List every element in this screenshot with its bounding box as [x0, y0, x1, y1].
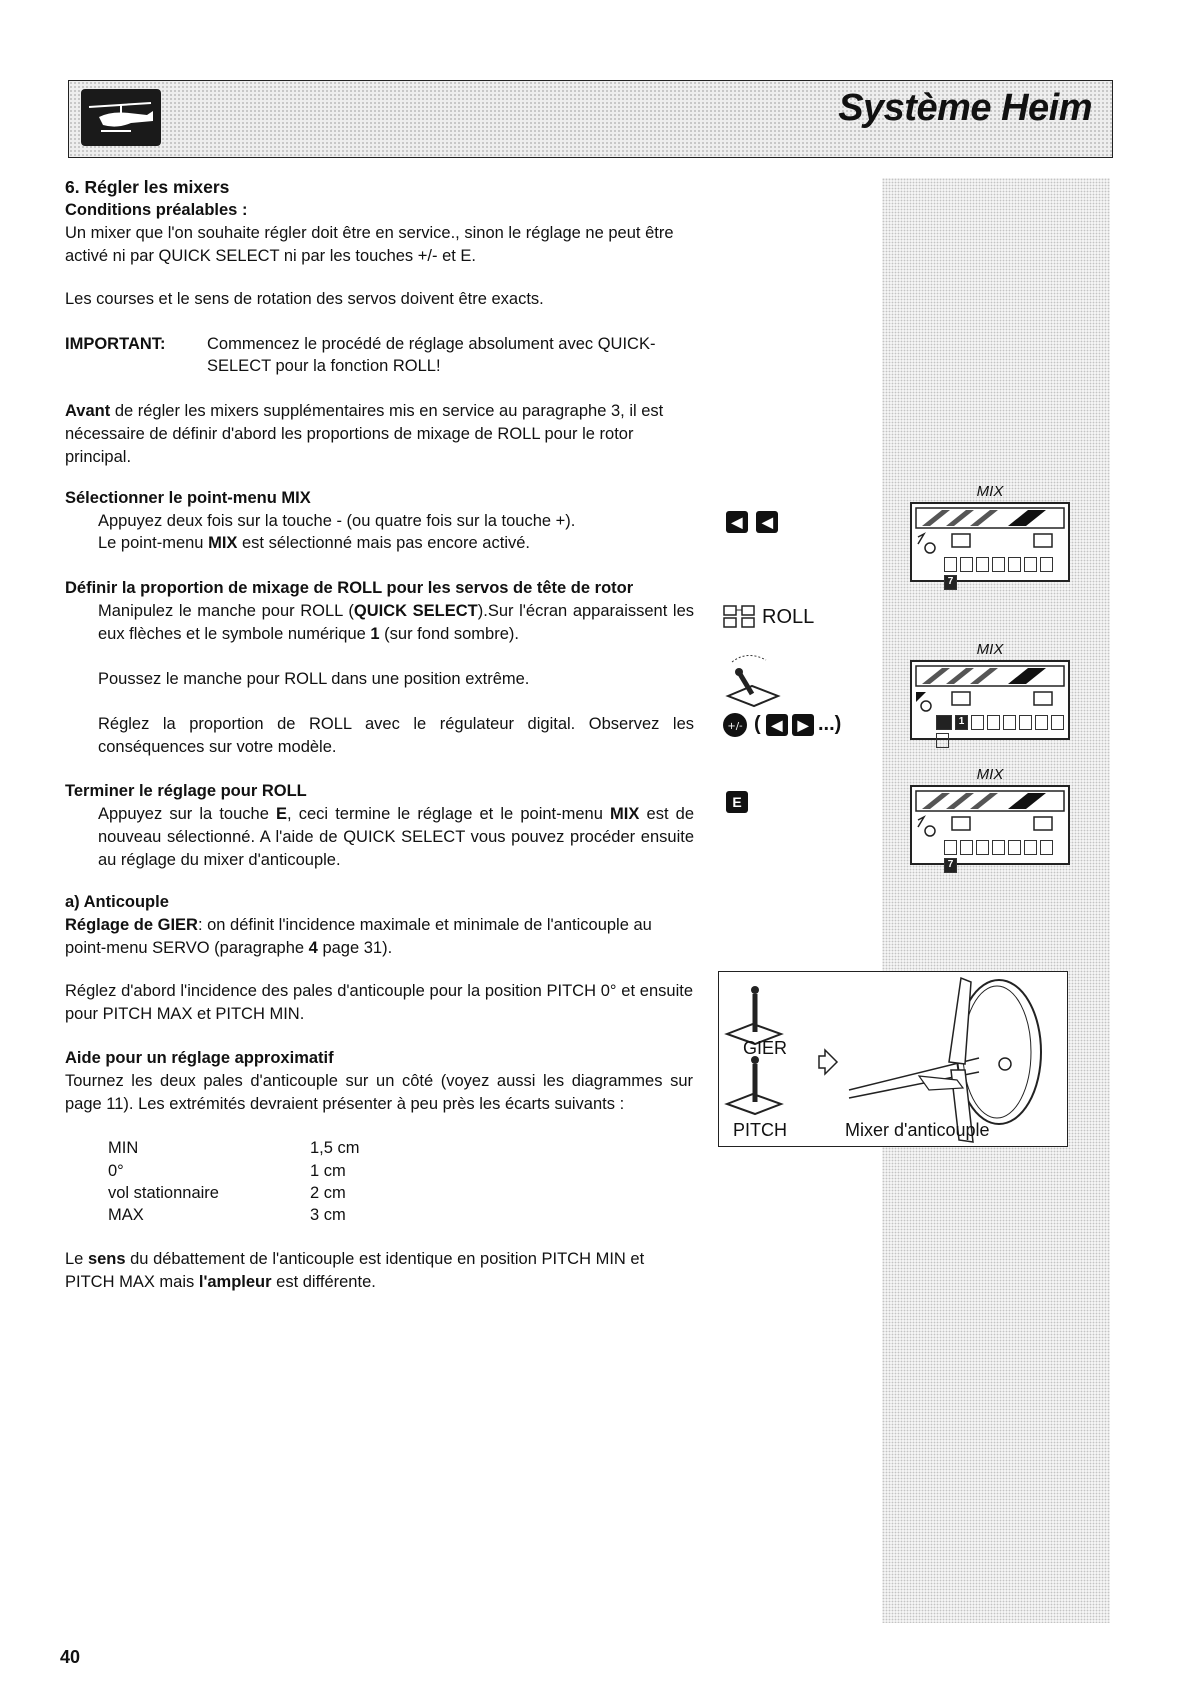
digit-row: 7 — [944, 556, 1068, 592]
digit-row: 1 — [936, 714, 1068, 750]
anticouple-diagram — [718, 971, 1068, 1147]
section-title: 6. Régler les mixers — [65, 177, 230, 197]
final-paragraph: Le sens du débattement de l'anticouple est identique en position PITCH MIN et PITCH MAX mais l'ampleur est différente. — [65, 1250, 645, 1291]
e-key-icon: E — [726, 791, 748, 813]
table-cell-value: 1 cm — [310, 1162, 346, 1180]
helicopter-icon — [81, 89, 161, 146]
mix-label: MIX — [976, 483, 1004, 500]
prereq-text: Un mixer que l'on souhaite régler doit être en service., sinon le réglage ne peut être activé ni par QUICK SELECT ni par les touches +/- et E. — [65, 224, 674, 265]
table-cell-value: 2 cm — [310, 1184, 346, 1202]
roll-indicator — [722, 602, 815, 635]
step3-title: Terminer le réglage pour ROLL — [65, 782, 307, 800]
step2-paragraph-2: Poussez le manche pour ROLL dans une position extrême. — [98, 670, 530, 688]
step1-line2: Le point-menu MIX est sélectionné mais pas encore activé. — [98, 534, 530, 552]
important-label: IMPORTANT: — [65, 335, 166, 353]
step1-title: Sélectionner le point-menu MIX — [65, 489, 311, 507]
mix-display — [910, 785, 1070, 871]
mix-display — [910, 502, 1070, 588]
courses-text: Les courses et le sens de rotation des servos doivent être exacts. — [65, 290, 544, 308]
table-row: 0° — [108, 1162, 124, 1180]
minus-key-icon: ◀ — [766, 714, 788, 736]
step2-title: Définir la proportion de mixage de ROLL pour les servos de tête de rotor — [65, 579, 634, 597]
aide-paragraph: Tournez les deux pales d'anticouple sur un côté (voyez aussi les diagrammes sur page 11). Les extrémités devraient présenter à peu près les écarts suivants : — [65, 1072, 693, 1113]
anticouple-paragraph-1: Réglage de GIER: on définit l'incidence maximale et minimale de l'anticouple au point-menu SERVO (paragraphe 4 page 31). — [65, 916, 652, 957]
avant-paragraph: Avant de régler les mixers supplémentaires mis en service au paragraphe 3, il est nécessaire de définir d'abord les proportions de mixage de ROLL pour le rotor principal. — [65, 402, 664, 466]
step2-paragraph-1: Manipulez le manche pour ROLL (QUICK SELECT).Sur l'écran apparaissent les eux flèches et le symbole numérique 1 (sur fond sombre). — [98, 602, 695, 643]
digital-regulator-icon — [722, 712, 748, 738]
roll-arrows-icon — [722, 602, 758, 630]
table-row: vol stationnaire — [108, 1184, 219, 1202]
important-text-2: SELECT pour la fonction ROLL! — [207, 357, 441, 375]
minus-key-icon: ◀ — [726, 511, 748, 533]
anticouple-paragraph-2: Réglez d'abord l'incidence des pales d'anticouple pour la position PITCH 0° et ensuite pour PITCH MAX et PITCH MIN. — [65, 982, 693, 1023]
important-text-1: Commencez le procédé de réglage absolument avec QUICK- — [207, 335, 656, 353]
sidebar-texture — [882, 178, 1110, 1623]
mix-display — [910, 660, 1070, 740]
header-title: Système Heim — [838, 87, 1092, 129]
plus-key-icon: ▶ — [792, 714, 814, 736]
mix-label: MIX — [976, 766, 1004, 783]
table-row: MAX — [108, 1206, 144, 1224]
step2-paragraph-3: Réglez la proportion de ROLL avec le régulateur digital. Observez les conséquences sur votre modèle. — [98, 715, 694, 756]
page-number: 40 — [60, 1647, 81, 1667]
mixer-anticouple-label: Mixer d'anticouple — [845, 1120, 990, 1140]
table-cell-value: 3 cm — [310, 1206, 346, 1224]
minus-key-icons — [726, 511, 778, 533]
digit-row: 7 — [944, 839, 1068, 875]
prereq-title: Conditions préalables : — [65, 201, 248, 219]
page-header — [68, 80, 1113, 158]
roll-label: ROLL — [762, 606, 815, 628]
anticouple-title: a) Anticouple — [65, 893, 169, 911]
pitch-label: PITCH — [733, 1120, 787, 1140]
aide-title: Aide pour un réglage approximatif — [65, 1049, 334, 1067]
stick-icon — [722, 648, 782, 713]
gier-label: GIER — [743, 1038, 788, 1058]
mix-label: MIX — [976, 641, 1004, 658]
step3-paragraph: Appuyez sur la touche E, ceci termine le réglage et le point-menu MIX est de nouveau sélectionné. A l'aide de QUICK SELECT vous pouvez procéder ensuite au réglage du mixer d'anticouple. — [98, 805, 695, 869]
svg-text:+/-: +/- — [727, 721, 743, 732]
minus-key-icon: ◀ — [756, 511, 778, 533]
table-row: MIN — [108, 1139, 139, 1157]
table-cell-value: 1,5 cm — [310, 1139, 360, 1157]
step1-line1: Appuyez deux fois sur la touche - (ou quatre fois sur la touche +). — [98, 512, 576, 530]
